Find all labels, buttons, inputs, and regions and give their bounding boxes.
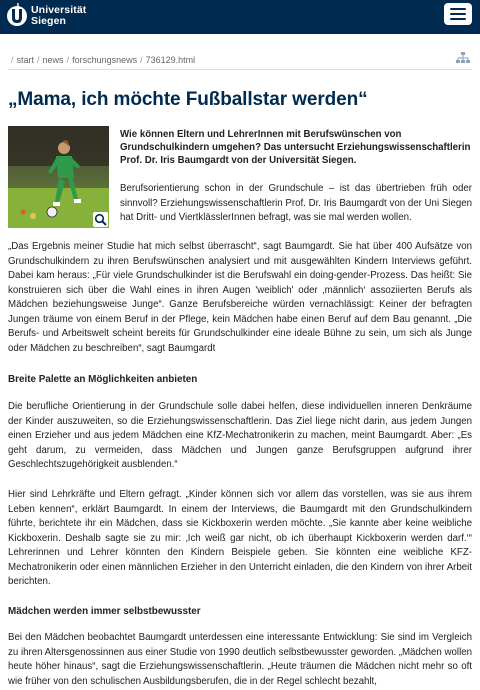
hamburger-icon (450, 8, 466, 10)
logo-line2: Siegen (31, 15, 67, 27)
site-header (0, 0, 480, 34)
university-logo-icon (6, 3, 28, 29)
breadcrumb-separator: / (140, 54, 143, 65)
subheading-2: Mädchen werden immer selbstbewusster (8, 606, 201, 617)
breadcrumb-item-current: 736129.html (145, 54, 196, 65)
article-lead: Wie können Eltern und LehrerInnen mit Berufswünschen von Grundschulkindern umgehen? Das untersucht Erziehungswissenschaftlerin Prof. Dr. Iris Baumgardt von der Universität Siegen. (120, 129, 471, 166)
breadcrumb (8, 50, 472, 70)
paragraph-2: Die berufliche Orientierung in der Grundschule solle dabei helfen, diese individuellen inneren Denkräume der Kinder auszuweiten, so die Erziehungswissenschaftlerin. Das Ziel liege nicht darin, aus jedem Jungen einen Erzieher und aus jedem Mädchen eine KfZ-Mechatronikerin zu machen, meint Baumgardt. Aber: „Es geht darum, zu vermeiden, dass Mädchen und Jungen ganze Berufsgruppen aufgrund ihrer Geschlechtszugehörigkeit ausblenden.“ (8, 401, 472, 470)
logo-text (31, 5, 86, 27)
sitemap-icon[interactable] (456, 52, 470, 64)
university-logo[interactable] (6, 3, 86, 29)
article-intro: Berufsorientierung schon in der Grundschule – ist das übertrieben früh oder sinnvoll? Erziehungswissenschaftlerin Prof. Dr. Iris Baumgardt von der Uni Siegen hat Dritt- und ViertklässlerInnen befragt, was sie mal werden wollen. (120, 183, 472, 223)
breadcrumb-item-start[interactable]: start (16, 54, 35, 65)
logo-line1: Universität (31, 4, 87, 16)
menu-button[interactable] (444, 3, 472, 25)
magnifier-icon (93, 212, 108, 227)
hamburger-icon-line (450, 18, 466, 20)
breadcrumb-item-news[interactable]: news (42, 54, 64, 65)
zoom-button[interactable] (93, 212, 108, 227)
breadcrumb-separator: / (37, 54, 40, 65)
breadcrumb-separator: / (11, 54, 14, 65)
subheading-1: Breite Palette an Möglichkeiten anbieten (8, 374, 198, 385)
breadcrumb-separator: / (66, 54, 70, 65)
hamburger-icon-line (450, 13, 466, 15)
page-title: „Mama, ich möchte Fußballstar werden“ (8, 89, 368, 110)
article-image[interactable] (8, 126, 109, 228)
paragraph-4: Bei den Mädchen beobachtet Baumgardt unterdessen eine interessante Entwicklung: Sie sind im Vergleich zu ihren Altersgenossinnen aus einer Studie von 1990 deutlich selbstbewusster geworden. „Mädchen wollen heute höher hinaus“, sagt die Erziehungswissenschaftlerin. „Heute träumen die Mädchen nicht mehr so oft wie früher von den schulischen Ausbildungsberufen, die in der Regel schlecht bezahlt, (8, 632, 472, 687)
breadcrumb-item-forschungsnews[interactable]: forschungsnews (72, 54, 138, 65)
paragraph-1: „Das Ergebnis meiner Studie hat mich selbst überrascht“, sagt Baumgardt. Sie hat über 400 Aufsätze von Grundschulkindern zu ihren Berufswünschen analysiert und mit ausgewählten Kindern Interviews geführt. Dabei kam heraus: „Für viele Grundschulkinder ist die Berufswahl ein doing-gender-Prozess. Das heißt: Sie konstruieren sich über die Wahl eines in ihren Augen 'weiblich' oder ‚männlich‘ assoziierten Berufs als Mädchen beziehungsweise Junge“. Ganze Berufsbereiche würden vernachlässigt: Keiner der befragten Jungen träume von einem Beruf in der Pflege, kein Mädchen habe einen Beruf auf dem Bau genannt. „Die Berufs- und Arbeitswelt scheint bereits für Grundschulkinder eine ideale Bühne zu sein, um sich als Junge oder Mädchen zu beschreiben“, sagt Baumgardt (8, 241, 472, 354)
paragraph-3: Hier sind Lehrkräfte und Eltern gefragt. „Kinder können sich vor allem das vorstellen, was sie aus ihrem Leben kennen“, erklärt Baumgardt. In einem der Interviews, die Baumgardt mit den Grundschulkindern führte, berichtete ihr ein Mädchen, dass sie Kickboxerin werden möchte. „Sie kannte aber keine weibliche Kickboxerin. Deshalb sagte sie zu mir: ‚Ich weiß gar nicht, ob ich überhaupt Kickboxerin werden darf.‘“ Lehrerinnen und Lehrer könnten den Kindern Beispiele geben. Sie könnten eine weibliche KFZ-Mechatronikerin oder einen männlichen Erzieher in den Unterricht einladen, die den Kindern von ihrer Arbeit berichten. (8, 489, 472, 587)
